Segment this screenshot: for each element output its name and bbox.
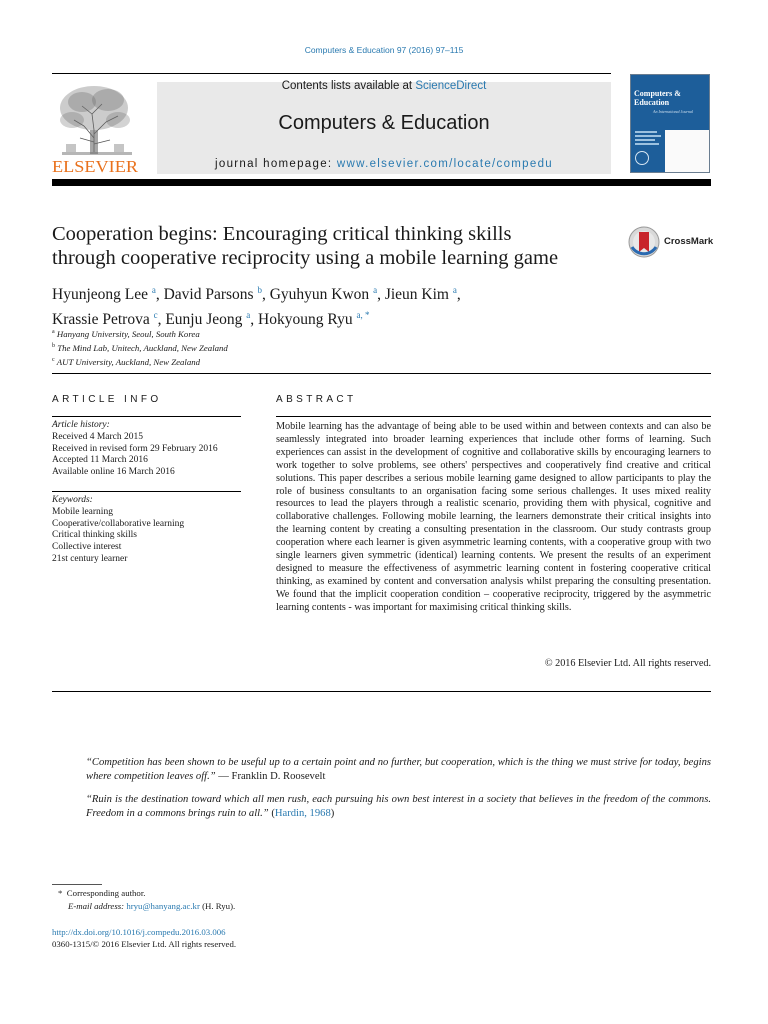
affiliation-marker[interactable]: b: [257, 285, 262, 295]
author-list: Hyunjeong Lee $^a$, David Parsons $^b$, Gyuhyun Kwon $^a$, Jieun Kim $^a$, Krassie Petrova $^c$, Eunju Jeong $^a$, Hokyoung Ryu $^{a, *}$: [52, 285, 461, 328]
author-name[interactable]: David Parsons: [163, 286, 254, 303]
keywords: [52, 495, 252, 566]
cover-emblem: [635, 151, 649, 165]
email-link[interactable]: hryu@hanyang.ac.kr: [126, 901, 200, 911]
article-info-rule: [52, 416, 241, 417]
article-info-heading: ARTICLE INFO: [52, 394, 162, 405]
contents-available-line: Contents lists available at ScienceDirect: [281, 80, 487, 92]
keywords-rule: [52, 491, 241, 492]
affiliation-marker[interactable]: a: [452, 285, 457, 295]
crossmark-label[interactable]: CrossMark: [664, 236, 714, 247]
affiliation-item: $^b$ The Mind Lab, Unitech, Auckland, New Zealand: [52, 342, 228, 353]
sciencedirect-link[interactable]: ScienceDirect: [415, 80, 487, 92]
epigraph-quote: “Ruin is the destination toward which all men rush, each pursuing his own best interest in a society that believes in the freedom of the commons. Freedom in a commons brings ruin to all.” (Hardin, 1968): [86, 794, 711, 819]
doi-link[interactable]: http://dx.doi.org/10.1016/j.compedu.2016.03.006: [52, 927, 226, 937]
elsevier-logo: [52, 80, 140, 176]
keyword-item: Cooperative/collaborative learning: [52, 518, 185, 529]
abstract-text: Mobile learning has the advantage of being able to be used within and between contexts and can also be seamlessly integrated into broader learning experiences that include other forms of learning. Such experiences can assist in the development of cognitive and collaborative skills by encouraging learners to work together to solve problems, see others' perspectives and cooperatively find creative and critical solutions. This paper describes a serious mobile learning game designed to allow participants to play the role of business consultants to an organisation facing some serious challenges. It uses mixed reality resources to lead the players through a realistic scenario, providing them with physical, cognitive and collaborative challenges. Following mobile learning, the learners demonstrate their critical insights into the learning content by creating a consulting presentation in the classroom. Our study contrasts group cooperation where each learner is given asymmetric learning contents, with a cooperative group with two single learners given symmetric (identical) learning contents. We present the results of an experiment designed to measure the effectiveness of asymmetric learning content in fostering cooperative critical thinking, as examined by content and conversation analysis whilst preparing the consulting presentation. We found that the implicit cooperation condition – cooperative reciprocity, triggered by the asymmetric learning contents - was important for maximising critical thinking skills.: [276, 421, 711, 613]
abstract-heading: ABSTRACT: [276, 394, 357, 405]
affiliation-marker[interactable]: a: [151, 285, 156, 295]
section-rule: [52, 373, 711, 374]
affiliation-marker[interactable]: a, *: [356, 310, 370, 320]
affiliations: [52, 326, 552, 368]
affiliation-marker[interactable]: c: [153, 310, 158, 320]
history-item: Received in revised form 29 February 2016: [52, 443, 218, 454]
email-note: E-mail address: hryu@hanyang.ac.kr (H. Ryu).: [68, 901, 236, 911]
citation-link[interactable]: Hardin, 1968: [274, 808, 331, 819]
cover-title: Computers & Education: [634, 89, 681, 107]
journal-citation[interactable]: Computers & Education 97 (2016) 97–115: [304, 45, 464, 55]
author-name[interactable]: Hokyoung Ryu: [258, 311, 353, 328]
affiliation-marker[interactable]: a: [373, 285, 378, 295]
section-rule-bottom: [52, 691, 711, 692]
footnote-rule: [52, 884, 102, 885]
journal-cover-thumbnail[interactable]: [630, 74, 710, 173]
cover-subtitle: An International Journal: [653, 109, 693, 114]
keyword-item: Collective interest: [52, 542, 122, 553]
article-title: Cooperation begins: Encouraging critical thinking skills through cooperative reciprocity using a mobile learning game: [52, 223, 559, 269]
journal-homepage-line: journal homepage: www.elsevier.com/locate/compedu: [215, 158, 553, 170]
header-thick-rule: [52, 179, 711, 186]
history-item: Accepted 11 March 2016: [52, 455, 148, 466]
keywords-label: Keywords:: [52, 495, 93, 505]
header-top-rule: [52, 73, 611, 74]
journal-title: Computers & Education: [278, 112, 490, 134]
epigraph-quote: “Competition has been shown to be useful up to a certain point and no further, but cooperation, which is the thing we must strive for today, begins where competition leaves off.” — Franklin D. Roosevelt: [86, 757, 711, 782]
journal-homepage-link[interactable]: www.elsevier.com/locate/compedu: [336, 158, 553, 170]
history-item: Received 4 March 2015: [52, 431, 144, 442]
keyword-item: 21st century learner: [52, 553, 128, 564]
keyword-item: Mobile learning: [52, 506, 113, 517]
affiliation-item: $^a$ Hanyang University, Seoul, South Korea: [52, 328, 200, 339]
abstract-rule: [276, 416, 711, 417]
keyword-item: Critical thinking skills: [52, 530, 137, 541]
author-name[interactable]: Gyuhyun Kwon: [269, 286, 370, 303]
affiliation-marker[interactable]: a: [246, 310, 251, 320]
cover-panel: [665, 130, 709, 173]
corresponding-author-note: * Corresponding author.: [58, 888, 146, 898]
author-name[interactable]: Eunju Jeong: [165, 311, 243, 328]
author-name[interactable]: Hyunjeong Lee: [52, 286, 148, 303]
elsevier-wordmark: ELSEVIER: [52, 157, 138, 176]
abstract-copyright: © 2016 Elsevier Ltd. All rights reserved.: [544, 658, 711, 669]
affiliation-item: $^c$ AUT University, Auckland, New Zealand: [52, 356, 201, 367]
author-name[interactable]: Krassie Petrova: [52, 311, 150, 328]
issn-line: 0360-1315/© 2016 Elsevier Ltd. All rights reserved.: [52, 939, 237, 949]
article-history: [52, 420, 252, 479]
history-item: Available online 16 March 2016: [52, 467, 175, 478]
article-history-label: Article history:: [52, 420, 110, 430]
author-name[interactable]: Jieun Kim: [384, 286, 449, 303]
